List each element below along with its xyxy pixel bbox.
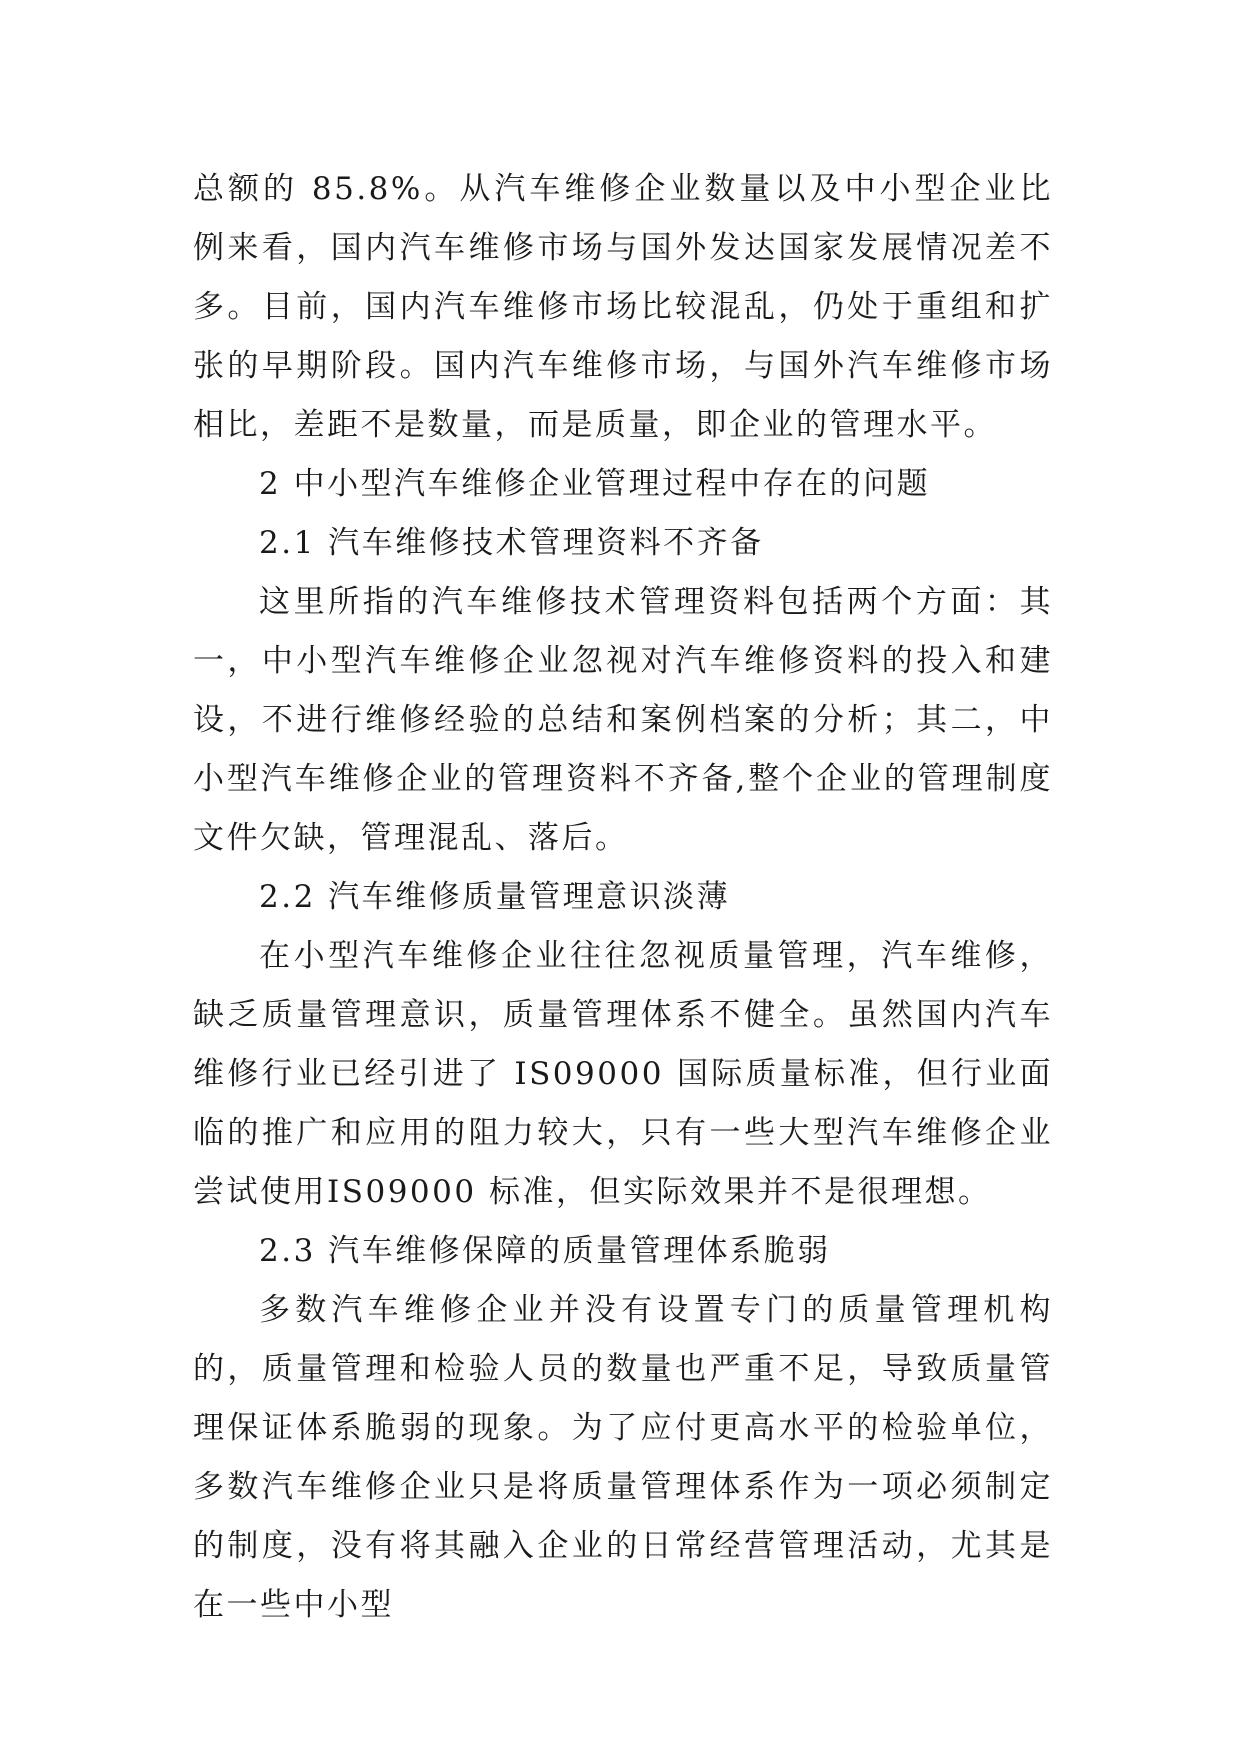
paragraph-quality-system: 多数汽车维修企业并没有设置专门的质量管理机构的，质量管理和检验人员的数量也严重不足，导致质量管理保证体系脆弱的现象。为了应付更高水平的检验单位，多数汽车维修企业只是将质量管理体系作为一项必须制定的制度，没有将其融入企业的日常经营管理活动，尤其是在一些中小型 bbox=[193, 1292, 1053, 1623]
subsection-heading-2-2: 2.2 汽车维修质量管理意识淡薄 bbox=[259, 879, 731, 915]
paragraph-technical-materials: 这里所指的汽车维修技术管理资料包括两个方面：其一，中小型汽车维修企业忽视对汽车维修资料的投入和建设，不进行维修经验的总结和案例档案的分析；其二，中小型汽车维修企业的管理资料不齐备,整个企业的管理制度文件欠缺，管理混乱、落后。 bbox=[193, 584, 1053, 856]
paragraph-quality-awareness: 在小型汽车维修企业往往忽视质量管理，汽车维修，缺乏质量管理意识，质量管理体系不健全。虽然国内汽车维修行业已经引进了 IS09000 国际质量标准，但行业面临的推广和应用的阻力较大，只有一些大型汽车维修企业尝试使用IS09000 标准，但实际效果并不是很理想。 bbox=[193, 938, 1053, 1210]
subsection-heading-2-3: 2.3 汽车维修保障的质量管理体系脆弱 bbox=[259, 1233, 831, 1269]
paragraph-market-overview: 总额的 85.8%。从汽车维修企业数量以及中小型企业比例来看，国内汽车维修市场与国外发达国家发展情况差不多。目前，国内汽车维修市场比较混乱，仍处于重组和扩张的早期阶段。国内汽车维修市场，与国外汽车维修市场相比，差距不是数量，而是质量，即企业的管理水平。 bbox=[193, 171, 1053, 443]
subsection-heading-2-1: 2.1 汽车维修技术管理资料不齐备 bbox=[259, 525, 764, 561]
document-body bbox=[193, 160, 1053, 1635]
section-heading-2: 2 中小型汽车维修企业管理过程中存在的问题 bbox=[259, 466, 931, 502]
